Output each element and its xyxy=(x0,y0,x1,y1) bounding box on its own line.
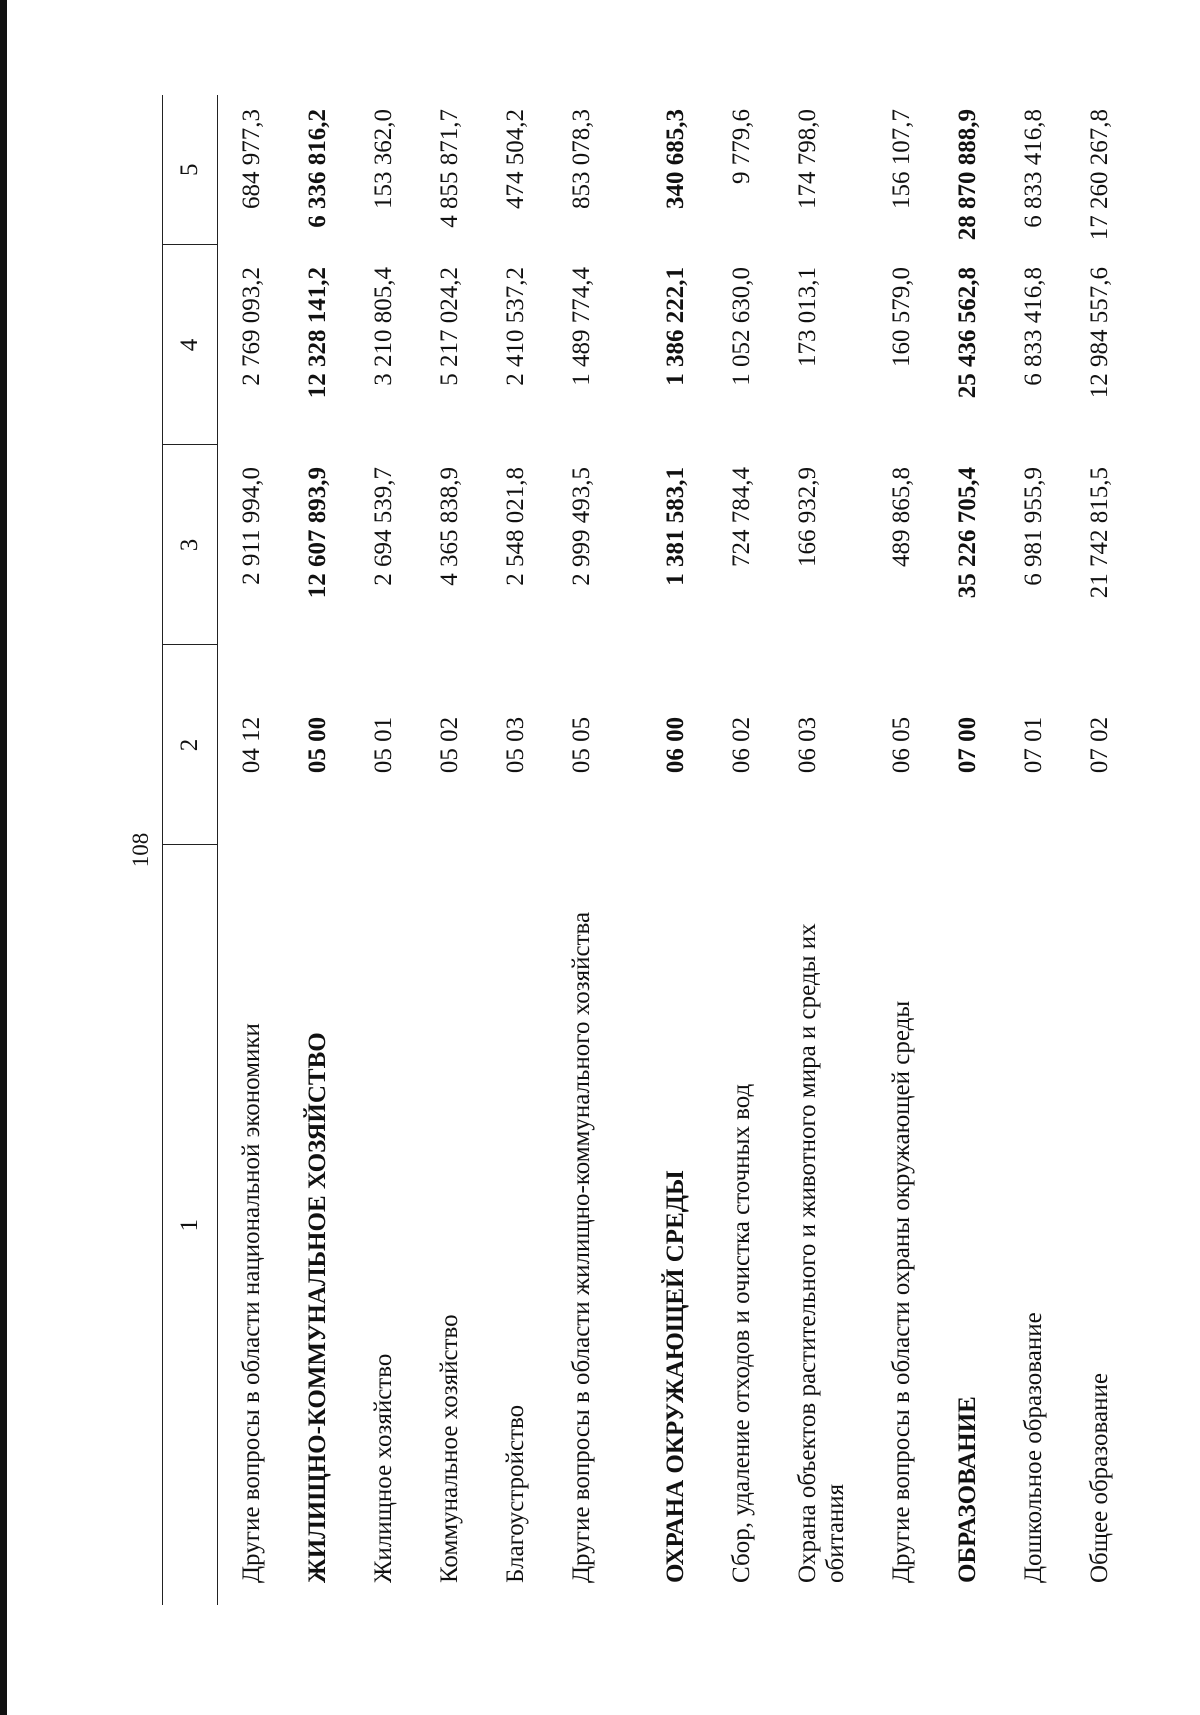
scan-edge xyxy=(0,0,7,1715)
row-value-col3: 1 381 583,1 xyxy=(661,467,689,586)
page-number: 108 xyxy=(128,832,153,868)
row-value-col4: 2 769 093,2 xyxy=(238,267,265,386)
row-name: Общее образование xyxy=(1085,1373,1113,1583)
row-name: Дошкольное образование xyxy=(1019,1312,1047,1583)
row-value-col3: 724 784,4 xyxy=(727,467,755,567)
row-value-col5: 4 855 871,7 xyxy=(435,109,463,228)
row-value-col4: 12 328 141,2 xyxy=(303,267,331,399)
row-name: ОХРАНА ОКРУЖАЮЩЕЙ СРЕДЫ xyxy=(661,1170,689,1583)
row-value-col4: 3 210 805,4 xyxy=(369,267,397,386)
row-value-col3: 12 607 893,9 xyxy=(303,467,331,599)
column-header: 1 xyxy=(163,845,218,1605)
column-header: 3 xyxy=(163,445,218,645)
row-name: Другие вопросы в области охраны окружающей среды xyxy=(887,1000,915,1583)
row-value-col4: 5 217 024,2 xyxy=(435,267,463,386)
row-value-col4: 173 013,1 xyxy=(793,267,821,367)
row-value-col3: 2 548 021,8 xyxy=(501,467,529,586)
row-value-col5: 6 833 416,8 xyxy=(1019,109,1047,228)
row-value-col3: 6 981 955,9 xyxy=(1019,467,1047,586)
table-row xyxy=(642,95,708,1605)
table-row xyxy=(934,95,1000,1605)
table-row xyxy=(1066,95,1132,1605)
row-value-col4: 12 984 557,6 xyxy=(1085,267,1113,399)
row-value-col5: 6 336 816,2 xyxy=(303,109,331,228)
row-value-col5: 853 078,3 xyxy=(567,109,595,209)
row-code: 05 05 xyxy=(567,716,595,774)
row-value-col3: 489 865,8 xyxy=(887,467,915,567)
row-value-col5: 684 977,3 xyxy=(238,109,265,209)
row-value-col5: 474 504,2 xyxy=(501,109,529,209)
row-value-col3: 2 999 493,5 xyxy=(567,467,595,586)
row-name: Благоустройство xyxy=(501,1404,529,1583)
row-value-col3: 4 365 838,9 xyxy=(435,467,463,586)
row-value-col4: 1 489 774,4 xyxy=(567,267,595,386)
column-header: 4 xyxy=(163,245,218,445)
row-name: Коммунальное хозяйство xyxy=(435,1314,463,1583)
rotated-page xyxy=(128,95,1113,1605)
row-value-col3: 35 226 705,4 xyxy=(953,467,981,599)
table-row xyxy=(218,95,284,1605)
row-value-col5: 17 260 267,8 xyxy=(1085,109,1113,241)
column-header: 5 xyxy=(163,95,218,245)
row-name: Другие вопросы в области национальной экономики xyxy=(238,1023,265,1583)
row-name: ОБРАЗОВАНИЕ xyxy=(953,1396,981,1583)
row-value-col4: 160 579,0 xyxy=(887,267,915,367)
row-code: 07 02 xyxy=(1085,716,1113,774)
table-row xyxy=(548,95,642,1605)
row-code: 07 01 xyxy=(1019,716,1047,774)
row-name: Охрана объектов растительного и животного мира и среды их обитания xyxy=(793,923,850,1583)
row-code: 05 03 xyxy=(501,716,529,774)
row-value-col5: 340 685,3 xyxy=(661,109,689,209)
row-name: Жилищное хозяйство xyxy=(369,1353,397,1583)
row-value-col4: 1 052 630,0 xyxy=(727,267,755,386)
row-code: 06 03 xyxy=(793,716,821,774)
row-code: 05 00 xyxy=(303,716,331,774)
row-value-col5: 9 779,6 xyxy=(727,109,755,184)
table-row xyxy=(1000,95,1066,1605)
row-value-col3: 2 694 539,7 xyxy=(369,467,397,586)
table-row xyxy=(708,95,774,1605)
row-value-col3: 2 911 994,0 xyxy=(238,467,265,585)
row-name: Сбор, удаление отходов и очистка сточных вод xyxy=(727,1083,755,1583)
row-value-col5: 28 870 888,9 xyxy=(953,109,981,241)
row-value-col5: 174 798,0 xyxy=(793,109,821,209)
table-row xyxy=(416,95,482,1605)
row-code: 05 02 xyxy=(435,716,463,774)
column-header: 2 xyxy=(163,645,218,845)
row-code: 06 02 xyxy=(727,716,755,774)
table-row xyxy=(868,95,934,1605)
row-code: 06 05 xyxy=(887,716,915,774)
table-row xyxy=(482,95,548,1605)
row-value-col3: 21 742 815,5 xyxy=(1085,467,1113,599)
row-value-col4: 2 410 537,2 xyxy=(501,267,529,386)
row-code: 05 01 xyxy=(369,716,397,774)
row-value-col3: 166 932,9 xyxy=(793,467,821,567)
row-name: Другие вопросы в области жилищно-коммунального хозяйства xyxy=(567,911,595,1583)
table-row xyxy=(284,95,350,1605)
row-value-col4: 6 833 416,8 xyxy=(1019,267,1047,386)
row-name: ЖИЛИЩНО-КОММУНАЛЬНОЕ ХОЗЯЙСТВО xyxy=(303,1032,331,1583)
row-value-col4: 25 436 562,8 xyxy=(953,267,981,399)
table-row xyxy=(350,95,416,1605)
row-value-col5: 153 362,0 xyxy=(369,109,397,209)
budget-table xyxy=(162,95,1132,1605)
table-row xyxy=(774,95,868,1605)
header-row xyxy=(163,95,218,1605)
row-code: 04 12 xyxy=(238,716,265,774)
row-code: 06 00 xyxy=(661,716,689,774)
row-value-col4: 1 386 222,1 xyxy=(661,267,689,386)
row-code: 07 00 xyxy=(953,716,981,774)
row-value-col5: 156 107,7 xyxy=(887,109,915,209)
